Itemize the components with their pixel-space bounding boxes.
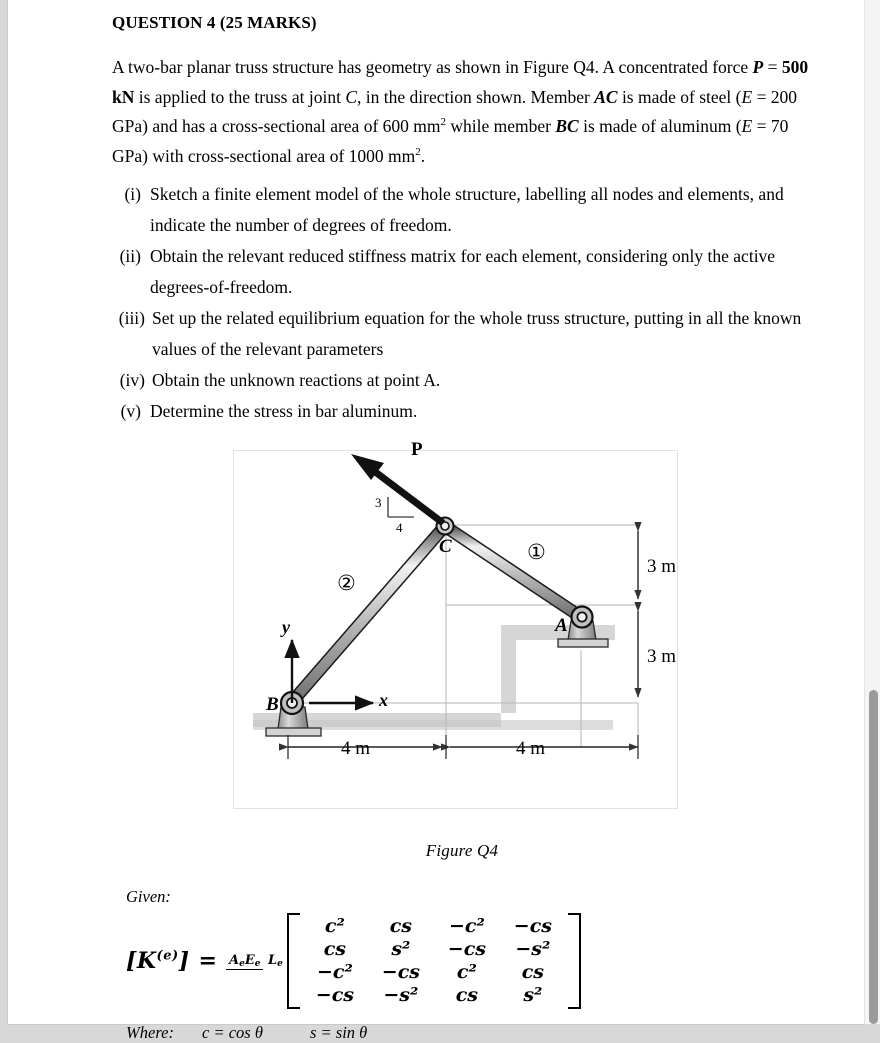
member-bc bbox=[291, 527, 444, 703]
intro-s3: is applied to the truss at joint bbox=[134, 86, 346, 107]
list-item-number: (ii) bbox=[119, 246, 141, 266]
bracket-left bbox=[287, 913, 300, 1009]
modulus-symbol-2: E bbox=[741, 116, 753, 136]
label-element-2: ② bbox=[337, 571, 356, 595]
matrix-cell: −s² bbox=[383, 984, 419, 1006]
vertical-scrollbar-track[interactable] bbox=[864, 0, 880, 1024]
label-node-b: B bbox=[266, 694, 279, 715]
intro-s6: = 200 GPa) and has a cross-sectional area of 600 mm bbox=[112, 86, 798, 136]
matrix-cell: cs bbox=[389, 915, 412, 937]
area-superscript-1: 2 bbox=[440, 116, 447, 129]
list-item bbox=[112, 241, 812, 303]
matrix-cell: cs bbox=[323, 938, 346, 960]
coefficient-denominator: $L_e$ bbox=[268, 952, 283, 969]
matrix-cell: −cs bbox=[315, 984, 354, 1006]
vertical-scrollbar-thumb[interactable] bbox=[869, 690, 878, 1024]
label-dim-top: 3 m bbox=[647, 556, 677, 577]
intro-s4: , in the direction shown. Member bbox=[357, 86, 595, 107]
list-item bbox=[112, 365, 812, 396]
list-item bbox=[112, 303, 812, 365]
label-axis-y: y bbox=[282, 617, 290, 637]
intro-s5: is made of steel ( bbox=[617, 86, 742, 107]
matrix-cell: c² bbox=[324, 915, 345, 937]
list-item bbox=[112, 396, 812, 427]
matrix-cell: −c² bbox=[316, 961, 353, 983]
where-definitions bbox=[112, 1023, 812, 1043]
member-ac-ref: AC bbox=[594, 86, 618, 107]
matrix-cell: −s² bbox=[515, 938, 551, 960]
matrix-cell: −c² bbox=[448, 915, 485, 937]
k-matrix-label: $[K^{(e)}]$ bbox=[126, 948, 190, 974]
matrix-cell: −cs bbox=[381, 961, 420, 983]
definition-cos: c = cos θ bbox=[202, 1023, 263, 1042]
list-item-text: Determine the stress in bar aluminum. bbox=[150, 401, 418, 421]
force-symbol: P bbox=[752, 57, 764, 77]
matrix-cell: c² bbox=[456, 961, 477, 983]
list-item-number: (iv) bbox=[119, 370, 145, 390]
figure-q4 bbox=[112, 439, 812, 819]
list-item-number: (v) bbox=[120, 401, 141, 421]
coefficient-numerator: $A_eE_e$ bbox=[226, 953, 263, 970]
document-page bbox=[8, 0, 864, 1042]
intro-paragraph bbox=[112, 53, 812, 171]
list-item bbox=[112, 179, 812, 241]
list-item-text: Obtain the relevant reduced stiffness matrix for each element, considering only the active degrees-of-freedom. bbox=[150, 246, 776, 297]
intro-s9: = 70 GPa) with cross-sectional area of 1000 mm bbox=[112, 116, 789, 166]
intro-s7: while member bbox=[446, 116, 556, 136]
list-item-text: Sketch a finite element model of the whole structure, labelling all nodes and elements, and indicate the number of degrees of freedom. bbox=[150, 184, 784, 235]
where-label: Where: bbox=[126, 1023, 174, 1042]
label-slope-rise: 3 bbox=[375, 495, 382, 510]
area-superscript-2: 2 bbox=[415, 145, 421, 158]
matrix-cell: −cs bbox=[513, 915, 552, 937]
definition-sin: s = sin θ bbox=[310, 1023, 368, 1042]
list-item-number: (iii) bbox=[118, 308, 145, 328]
page-title: QUESTION 4 (25 MARKS) bbox=[112, 13, 317, 32]
truss-diagram bbox=[233, 435, 678, 810]
force-arrow-p bbox=[351, 454, 443, 523]
list-item-number: (i) bbox=[124, 184, 141, 204]
bracket-right bbox=[568, 913, 581, 1009]
given-label: Given: bbox=[126, 887, 171, 906]
intro-s10: . bbox=[420, 145, 426, 166]
matrix-body bbox=[287, 913, 581, 1009]
joint-c-ref: C bbox=[345, 86, 358, 107]
label-node-a: A bbox=[555, 615, 568, 636]
figure-caption: Figure Q4 bbox=[425, 841, 499, 860]
label-dim-right: 4 m bbox=[516, 738, 546, 759]
matrix-cell: s² bbox=[523, 984, 543, 1006]
label-slope-run: 4 bbox=[396, 520, 403, 535]
force-value: 500 kN bbox=[112, 57, 809, 107]
matrix-cell: −cs bbox=[447, 938, 486, 960]
matrix-cell: s² bbox=[391, 938, 411, 960]
matrix-cell: cs bbox=[521, 961, 544, 983]
label-dim-left: 4 m bbox=[341, 738, 371, 759]
label-force-p: P bbox=[411, 439, 423, 460]
sub-questions-list bbox=[112, 179, 812, 427]
intro-s2: = bbox=[763, 57, 782, 77]
label-dim-bottom: 3 m bbox=[647, 646, 677, 667]
equals-sign: = bbox=[198, 948, 217, 974]
matrix-grid bbox=[300, 913, 568, 1009]
list-item-text: Obtain the unknown reactions at point A. bbox=[152, 370, 441, 390]
member-bc-ref: BC bbox=[555, 116, 579, 136]
stiffness-coefficient bbox=[226, 953, 283, 969]
label-node-c: C bbox=[439, 536, 452, 557]
intro-s8: is made of aluminum ( bbox=[578, 116, 742, 136]
modulus-symbol-1: E bbox=[741, 86, 753, 107]
list-item-text: Set up the related equilibrium equation for the whole truss structure, putting in all the known values of the relevant parameters bbox=[152, 308, 802, 359]
stiffness-matrix-equation bbox=[112, 913, 812, 1009]
member-ac bbox=[446, 527, 581, 617]
document-content bbox=[112, 0, 812, 1043]
matrix-cell: cs bbox=[455, 984, 478, 1006]
label-element-1: ① bbox=[527, 540, 546, 564]
intro-s1: A two-bar planar truss structure has geometry as shown in Figure Q4. A concentrated force bbox=[112, 57, 753, 77]
label-axis-x: x bbox=[379, 690, 388, 710]
